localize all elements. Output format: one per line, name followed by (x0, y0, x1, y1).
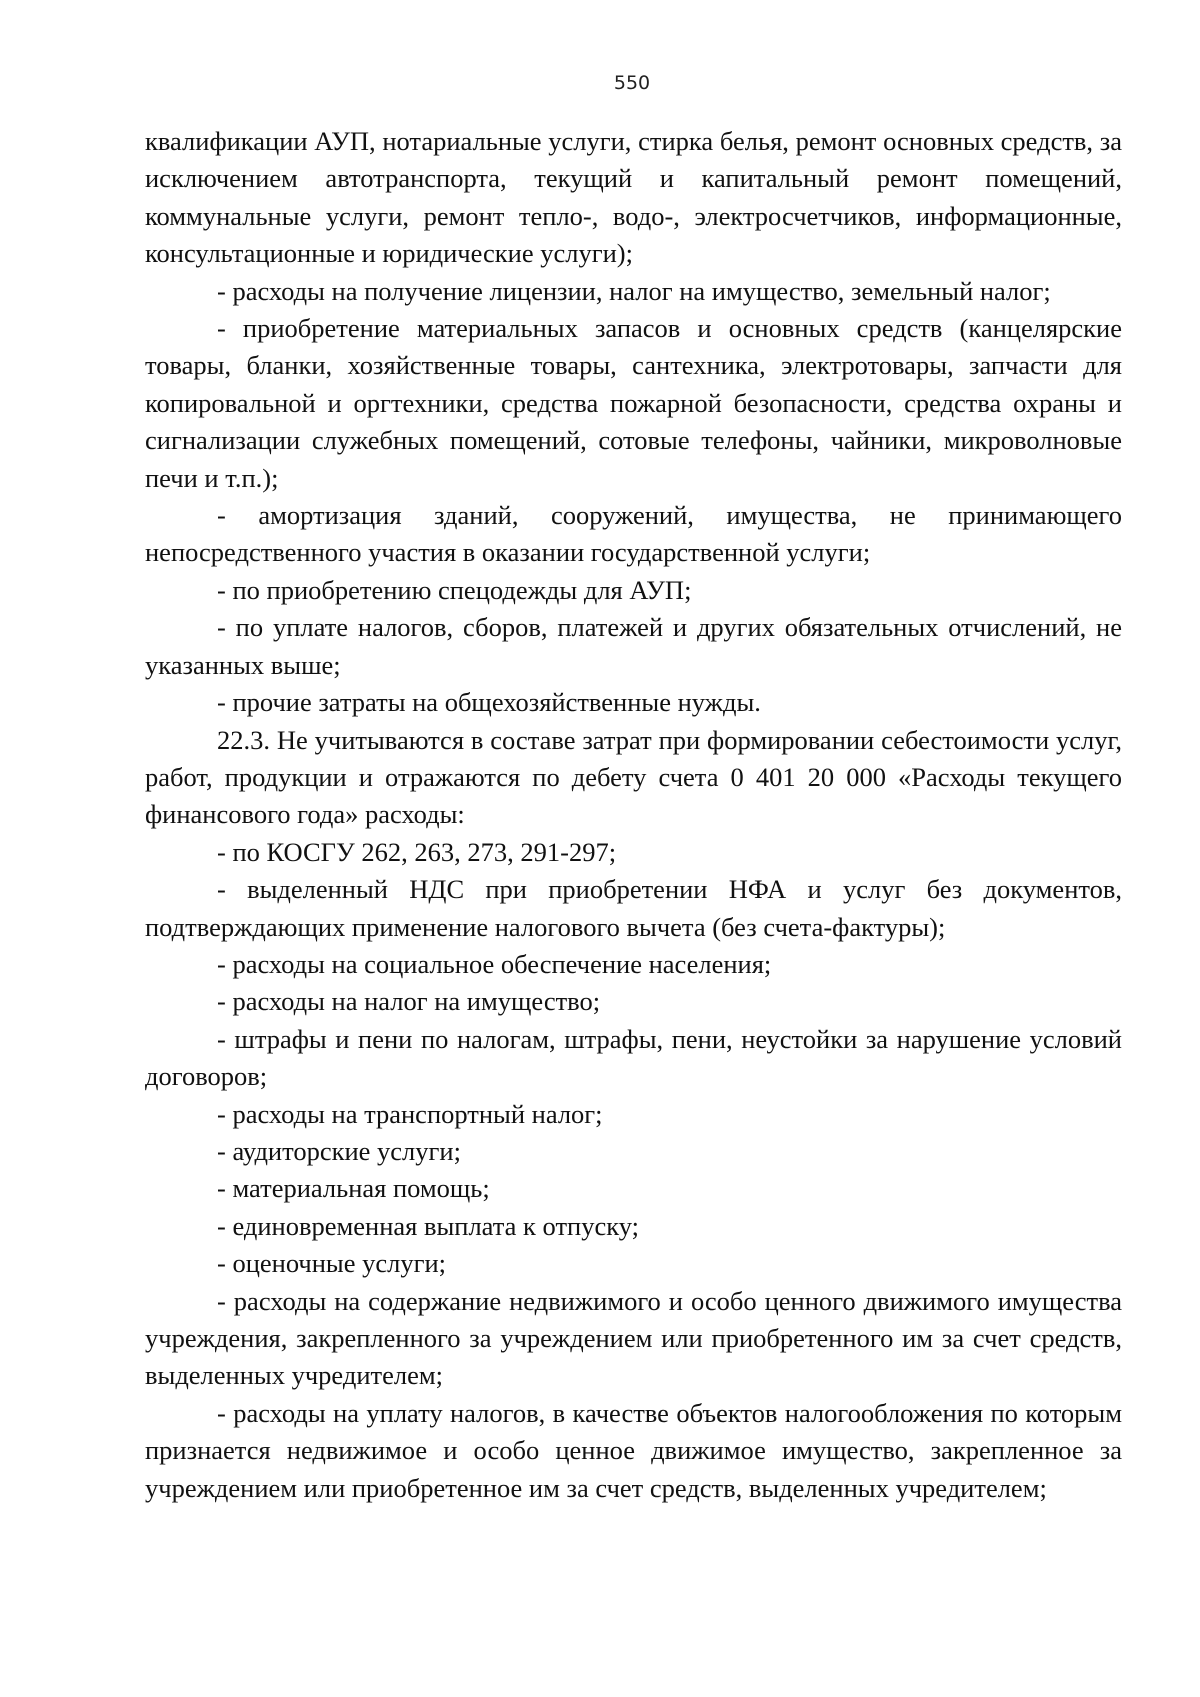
document-body (145, 123, 1122, 1507)
paragraph: - приобретение материальных запасов и основных средств (канцелярские товары, бланки, хозяйственные товары, сантехника, электротовары, запчасти для копировальной и оргтехники, средства пожарной безопасности, средства охраны и сигнализации служебных помещений, сотовые телефоны, чайники, микроволновые печи и т.п.); (145, 313, 1122, 493)
paragraph: квалификации АУП, нотариальные услуги, стирка белья, ремонт основных средств, за исключением автотранспорта, текущий и капитальный ремонт помещений, коммунальные услуги, ремонт тепло-, водо-, электросчетчиков, информационные, консультационные и юридические услуги); (145, 126, 1122, 269)
paragraph: - выделенный НДС при приобретении НФА и услуг без документов, подтверждающих применение налогового вычета (без счета-фактуры); (145, 874, 1122, 942)
paragraph: - прочие затраты на общехозяйственные нужды. (217, 687, 761, 718)
section-paragraph: 22.3. Не учитываются в составе затрат при формировании себестоимости услуг, работ, продукции и отражаются по дебету счета 0 401 20 000 «Расходы текущего финансового года» расходы: (145, 724, 1122, 830)
paragraph: - расходы на социальное обеспечение населения; (217, 948, 772, 979)
paragraph: - штрафы и пени по налогам, штрафы, пени, неустойки за нарушение условий договоров; (145, 1023, 1122, 1092)
paragraph: - по уплате налогов, сборов, платежей и других обязательных отчислений, не указанных выше; (145, 612, 1122, 680)
paragraph: - единовременная выплата к отпуску; (217, 1210, 639, 1241)
paragraph: - амортизация зданий, сооружений, имущества, не принимающего непосредственного участия в оказании государственной услуги; (145, 500, 1122, 568)
page-number: 550 (613, 72, 651, 94)
paragraph: - расходы на налог на имущество; (217, 986, 601, 1017)
paragraph: - расходы на содержание недвижимого и особо ценного движимого имущества учреждения, закрепленного за учреждением или приобретенного им за счет средств, выделенных учредителем; (145, 1285, 1122, 1391)
paragraph: - оценочные услуги; (217, 1248, 446, 1279)
paragraph: - по КОСГУ 262, 263, 273, 291-297; (217, 836, 617, 867)
paragraph: - по приобретению спецодежды для АУП; (217, 574, 692, 605)
paragraph: - материальная помощь; (217, 1173, 490, 1204)
paragraph: - расходы на получение лицензии, налог на имущество, земельный налог; (217, 275, 1051, 306)
paragraph: - аудиторские услуги; (217, 1135, 461, 1166)
paragraph: - расходы на транспортный налог; (217, 1098, 603, 1129)
paragraph: - расходы на уплату налогов, в качестве объектов налогообложения по которым признается недвижимое и особо ценное движимое имущество, закрепленное за учреждением или приобретенное им за счет средств, выделенных учредителем; (145, 1397, 1122, 1503)
